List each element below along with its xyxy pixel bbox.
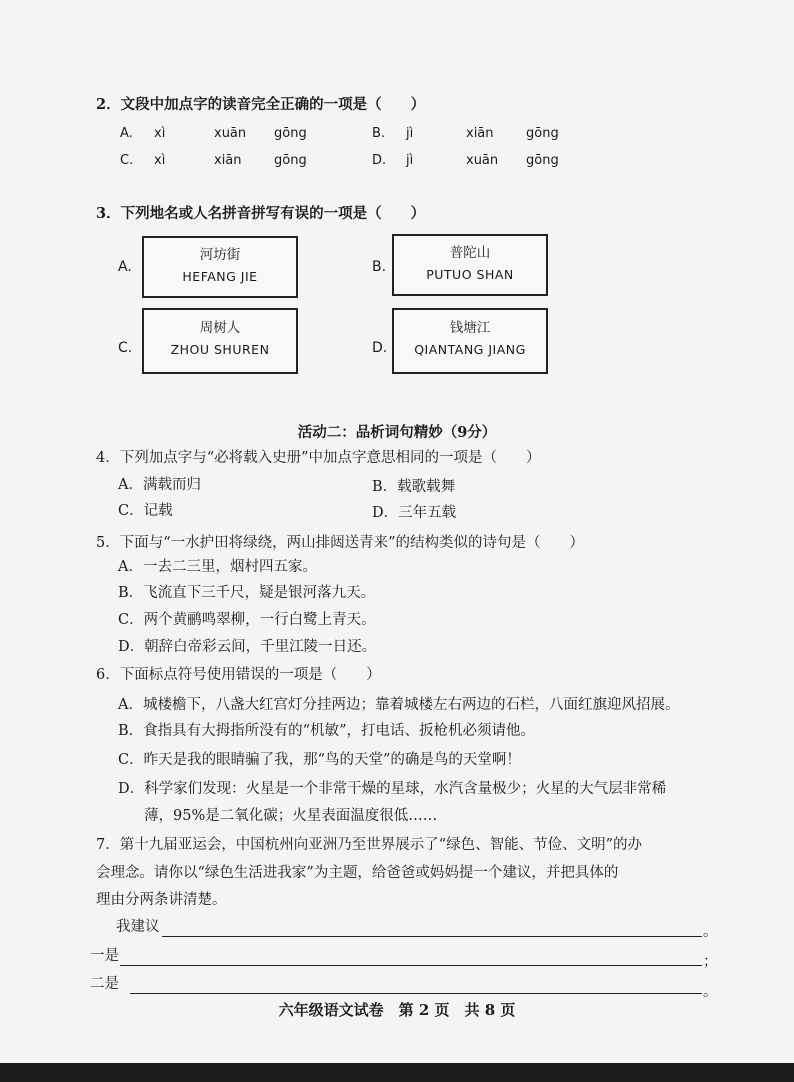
q7-line2: 会理念。请你以“绿色生活进我家”为主题，给爸爸或妈妈提一个建议，并把具体的: [96, 865, 619, 881]
q4-option-b: B．载歌载舞: [372, 479, 456, 495]
q3-stem: 3．下列地名或人名拼音拼写有误的一项是（ ）: [96, 205, 426, 222]
q7-line3: 理由分两条讲清楚。: [96, 892, 227, 908]
q3-hanzi-b: 普陀山: [449, 245, 491, 261]
q6-option-c: C．昨天是我的眼睛骗了我，那“鸟的天堂”的确是鸟的天堂啊！: [118, 752, 521, 768]
q3-pinyin-b: PUTUO SHAN: [426, 267, 514, 282]
q3-box-b: [392, 234, 548, 296]
scan-edge: [0, 1063, 794, 1082]
q3-hanzi-c: 周树人: [199, 320, 241, 336]
q6-option-d: D．科学家们发现：火星是一个非常干燥的星球，水汽含量极少；火星的大气层非常稀: [118, 781, 667, 797]
q2-stem: 2．文段中加点字的读音完全正确的一项是（ ）: [96, 96, 426, 113]
q2-option-c: C. xì xiān gōng: [120, 153, 307, 168]
q3-label-b: B.: [372, 259, 387, 275]
q7-suggest-label: 我建议: [116, 919, 160, 935]
q4-option-a: A．满载而归: [118, 477, 201, 493]
q4-stem: 4．下列加点字与“必将载入史册”中加点字意思相同的一项是（ ）: [96, 450, 541, 466]
q7-second-end: 。: [703, 984, 718, 1000]
q3-hanzi-a: 河坊街: [199, 247, 241, 263]
q2-option-b: B. jì xiān gōng: [372, 126, 559, 141]
section-title: 活动二：品析词句精妙（9分）: [297, 424, 497, 441]
q3-box-a: [142, 236, 298, 298]
q3-label-a: A.: [118, 259, 132, 275]
q2-option-a: A. xì xuān gōng: [120, 126, 307, 141]
q7-suggest-answer-line[interactable]: [162, 936, 702, 937]
q7-suggest-end: 。: [703, 924, 718, 940]
q7-first-end: ；: [703, 954, 718, 970]
q7-second-answer-line[interactable]: [130, 993, 702, 994]
page-footer: 六年级语文试卷 第 2 页 共 8 页: [278, 1001, 516, 1019]
q6-stem: 6．下面标点符号使用错误的一项是（ ）: [96, 667, 381, 683]
q3-pinyin-a: HEFANG JIE: [182, 269, 258, 284]
q4-option-d: D．三年五载: [372, 505, 457, 521]
q6-option-a: A．城楼檐下，八盏大红宫灯分挂两边；靠着城楼左右两边的石栏，八面红旗迎风招展。: [118, 697, 680, 713]
q3-label-c: C.: [118, 340, 133, 356]
q7-line1: 7．第十九届亚运会，中国杭州向亚洲乃至世界展示了“绿色、智能、节俭、文明”的办: [96, 837, 643, 853]
q3-pinyin-c: ZHOU SHUREN: [170, 342, 270, 357]
q3-box-c: [142, 308, 298, 374]
q5-option-d: D．朝辞白帝彩云间，千里江陵一日还。: [118, 639, 377, 655]
q6-option-d-cont: 薄，95%是二氧化碳；火星表面温度很低……: [144, 808, 438, 824]
q7-first-answer-line[interactable]: [120, 965, 702, 966]
q3-hanzi-d: 钱塘江: [449, 320, 491, 336]
q7-first-label: 一是: [90, 948, 119, 964]
q5-stem: 5．下面与“一水护田将绿绕，两山排闼送青来”的结构类似的诗句是（ ）: [96, 535, 585, 551]
q2-option-d: D. jì xuān gōng: [372, 153, 559, 168]
q4-option-c: C．记载: [118, 503, 173, 519]
q5-option-a: A．一去二三里，烟村四五家。: [118, 559, 317, 575]
q3-label-d: D.: [372, 340, 388, 356]
q5-option-c: C．两个黄鹂鸣翠柳，一行白鹭上青天。: [118, 612, 376, 628]
q3-box-d: [392, 308, 548, 374]
q5-option-b: B．飞流直下三千尺，疑是银河落九天。: [118, 585, 376, 601]
q6-option-b: B．食指具有大拇指所没有的“机敏”，打电话、扳枪机必须请他。: [118, 723, 535, 739]
q7-second-label: 二是: [90, 976, 119, 992]
q3-pinyin-d: QIANTANG JIANG: [414, 342, 526, 357]
